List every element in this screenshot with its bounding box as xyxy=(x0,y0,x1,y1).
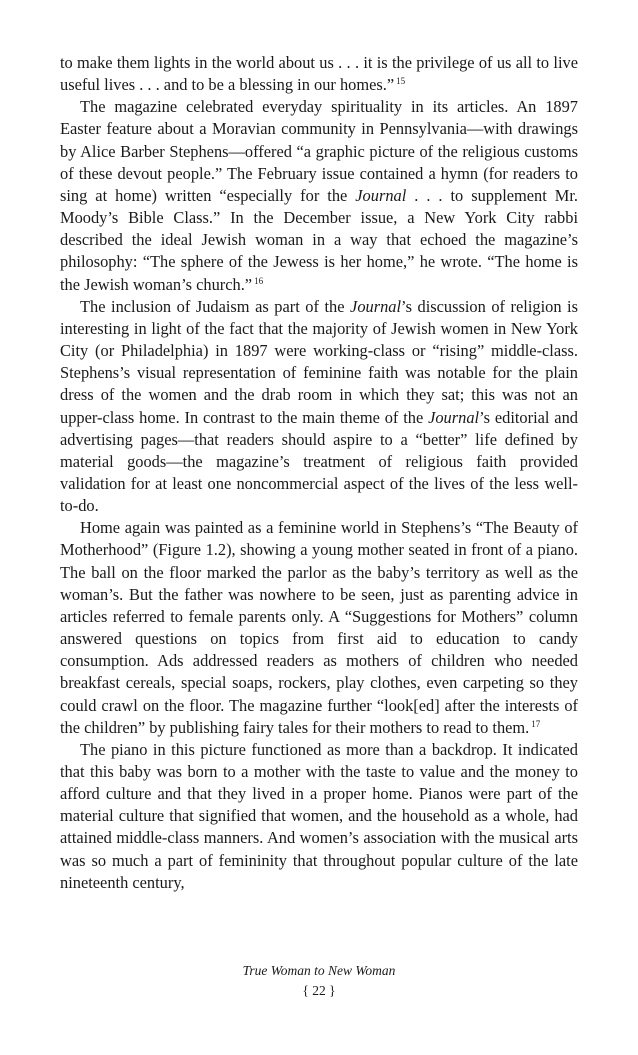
paragraph-3 xyxy=(60,296,578,518)
text-run: The inclusion of Judaism as part of the xyxy=(80,296,351,316)
footnote-marker: 17 xyxy=(531,718,541,729)
body-text xyxy=(60,52,578,894)
text-run: The magazine celebrated everyday spirituality in its articles. An 1897 Easter feature about a Moravian community in Pennsylvania—with drawings by Alice Barber Stephens—offered “a graphic picture of the religious customs of these devout people.” The February issue contained a hymn (for readers to sing at home) written “especially for the xyxy=(60,97,578,205)
paragraph-4 xyxy=(60,517,578,739)
italic-title: Journal xyxy=(355,185,407,205)
italic-title: Journal xyxy=(350,296,402,316)
footnote-marker: 16 xyxy=(254,275,264,286)
text-run: ’s discussion of religion is interesting in light of the fact that the majority of Jewish women in New York City (or Philadelphia) in 1897 were working-class or “rising” middle-class. Stephens’s visual representation of feminine faith was notable for the plain dress of the women and the drab room in which they sat; this was not an upper-class home. In contrast to the main theme of the xyxy=(60,296,578,427)
paragraph-2 xyxy=(60,96,578,295)
text-run: ’s editorial and advertising pages—that readers should aspire to a “better” life defined by material goods—the magazine’s treatment of religious faith provided validation for at least one noncommercial aspect of the lives of the less well-to-do. xyxy=(60,407,578,516)
running-title: True Woman to New Woman xyxy=(242,963,396,978)
text-run: The piano in this picture functioned as more than a backdrop. It indicated that this baby was born to a mother with the taste to value and the money to afford culture and that they lived in a proper home. Pianos were part of the material culture that signified that women, and the household as a whole, had attained middle-class manners. And women’s association with the musical arts was so much a part of femininity that throughout popular culture of the late nineteenth century, xyxy=(60,739,578,892)
text-run: . . . to supplement Mr. Moody’s Bible Class.” In the December issue, a New York City rabbi described the ideal Jewish woman in a way that echoed the magazine’s philosophy: “The sphere of the Jewess is her home,” he wrote. “The home is the Jewish woman’s church.” xyxy=(60,185,579,294)
footnote-marker: 15 xyxy=(396,76,406,87)
paragraph-5 xyxy=(60,739,578,894)
text-run: Home again was painted as a feminine world in Stephens’s “The Beauty of Motherhood” (Figure 1.2), showing a young mother seated in front of a piano. The ball on the floor marked the parlor as the baby’s territory as well as the woman’s. But the father was nowhere to be seen, just as parenting advice in articles referred to female parents only. A “Suggestions for Mothers” column answered questions on topics from first aid to education to candy consumption. Ads addressed readers as mothers of children who needed breakfast cereals, special soaps, rockers, play clothes, even carpeting so they could crawl on the floor. The magazine further “look[ed] after the interests of the children” by publishing fairy tales for their mothers to read to them. xyxy=(60,518,578,737)
italic-title: Journal xyxy=(428,407,480,427)
page-number: { 22 } xyxy=(302,983,336,998)
paragraph-1 xyxy=(60,52,578,96)
text-run: to make them lights in the world about us . . . it is the privilege of us all to live useful lives . . . and to be a blessing in our homes.” xyxy=(60,53,578,95)
